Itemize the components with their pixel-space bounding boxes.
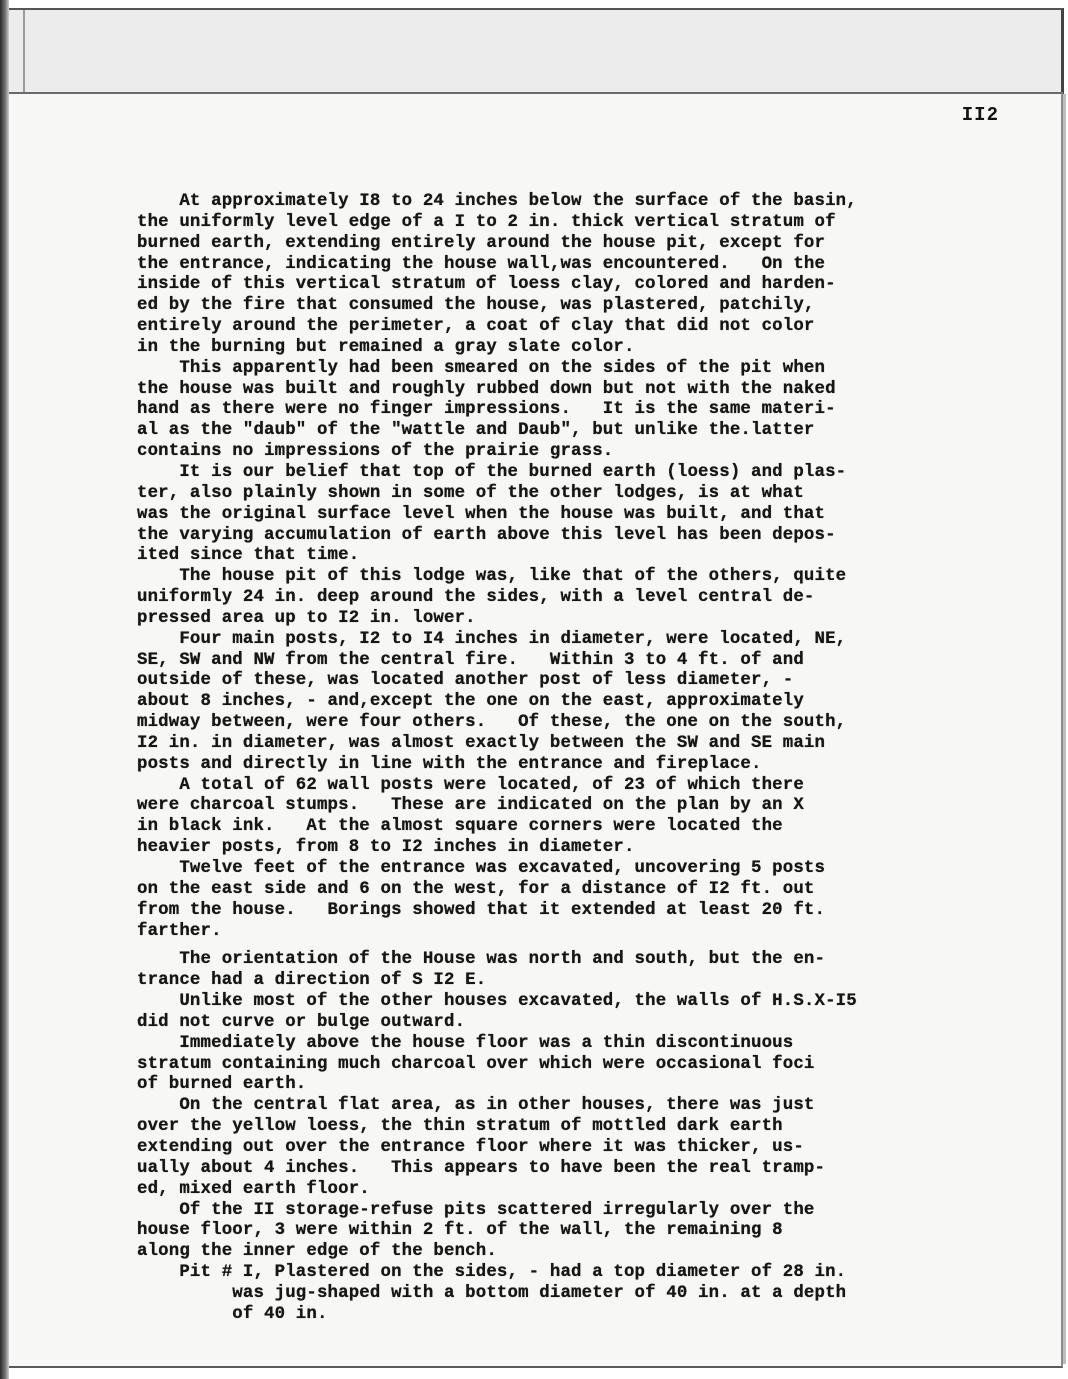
text-line: the entrance, indicating the house wall,was encountered. On the: [137, 254, 826, 274]
text-line: extending out over the entrance floor where it was thicker, us-: [137, 1137, 804, 1157]
scan-left-edge: [0, 0, 9, 1379]
text-line: from the house. Borings showed that it extended at least 20 ft.: [137, 900, 826, 920]
text-line: inside of this vertical stratum of loess clay, colored and harden-: [137, 275, 836, 295]
text-line: house floor, 3 were within 2 ft. of the wall, the remaining 8: [137, 1221, 783, 1241]
text-line: SE, SW and NW from the central fire. Within 3 to 4 ft. of and: [137, 650, 804, 670]
text-line: were charcoal stumps. These are indicated on the plan by an X: [137, 796, 804, 816]
text-line: pressed area up to I2 in. lower.: [137, 608, 476, 628]
body-text: [137, 192, 1007, 1326]
text-line: Unlike most of the other houses excavated, the walls of H.S.X-I5: [137, 992, 857, 1012]
text-line: At approximately I8 to 24 inches below the surface of the basin,: [137, 192, 857, 211]
text-line: uniformly 24 in. deep around the sides, with a level central de-: [137, 588, 815, 608]
text-line: Twelve feet of the entrance was excavated, uncovering 5 posts: [137, 859, 826, 878]
text-line: Four main posts, I2 to I4 inches in diameter, were located, NE,: [137, 629, 847, 649]
text-line: farther.: [137, 921, 222, 941]
text-line: contains no impressions of the prairie grass.: [137, 442, 614, 462]
text-line: ed, mixed earth floor.: [137, 1179, 370, 1199]
text-line: [137, 942, 1007, 950]
text-line: This apparently had been smeared on the sides of the pit when: [137, 358, 826, 378]
text-line: stratum containing much charcoal over which were occasional foci: [137, 1054, 815, 1074]
text-line: Immediately above the house floor was a thin discontinuous: [137, 1033, 794, 1053]
text-line: in black ink. At the almost square corners were located the: [137, 817, 783, 837]
text-line: entirely around the perimeter, a coat of clay that did not color: [137, 317, 815, 337]
text-line: ually about 4 inches. This appears to have been the real tramp-: [137, 1158, 826, 1178]
text-line: the house was built and roughly rubbed down but not with the naked: [137, 379, 836, 399]
scan-right-edge: [1063, 94, 1066, 1364]
text-line: A total of 62 wall posts were located, of 23 of which there: [137, 775, 804, 795]
text-line: al as the "daub" of the "wattle and Daub", but unlike the.latter: [137, 421, 815, 441]
text-line: On the central flat area, as in other houses, there was just: [137, 1096, 815, 1116]
text-line: on the east side and 6 on the west, for a distance of I2 ft. out: [137, 879, 815, 899]
text-line: in the burning but remained a gray slate color.: [137, 337, 635, 357]
text-line: along the inner edge of the bench.: [137, 1242, 497, 1262]
underlying-sheet-margin-line: [23, 10, 25, 96]
text-line: did not curve or bulge outward.: [137, 1012, 466, 1032]
text-line: ter, also plainly shown in some of the other lodges, is at what: [137, 483, 804, 503]
text-line: I2 in. in diameter, was almost exactly between the SW and SE main: [137, 733, 826, 753]
text-line: about 8 inches, - and,except the one on the east, approximately: [137, 692, 804, 712]
text-line: midway between, were four others. Of these, the one on the south,: [137, 713, 847, 733]
text-line: Of the II storage-refuse pits scattered irregularly over the: [137, 1200, 815, 1220]
text-line: over the yellow loess, the thin stratum of mottled dark earth: [137, 1117, 783, 1137]
text-line: ed by the fire that consumed the house, was plastered, patchily,: [137, 296, 815, 316]
typewritten-page: [9, 92, 1063, 1368]
text-line: of 40 in.: [137, 1304, 328, 1324]
text-line: It is our belief that top of the burned earth (loess) and plas-: [137, 462, 847, 482]
underlying-sheet: [9, 8, 1064, 96]
text-line: was the original surface level when the house was built, and that: [137, 504, 826, 524]
text-line: burned earth, extending entirely around the house pit, except for: [137, 233, 826, 253]
text-line: of burned earth.: [137, 1075, 307, 1095]
text-line: The orientation of the House was north and south, but the en-: [137, 950, 826, 970]
page-number: II2: [961, 104, 999, 126]
text-line: heavier posts, from 8 to I2 inches in diameter.: [137, 838, 635, 858]
text-line: the varying accumulation of earth above this level has been depos-: [137, 525, 836, 545]
text-line: was jug-shaped with a bottom diameter of 40 in. at a depth: [137, 1283, 847, 1303]
text-line: trance had a direction of S I2 E.: [137, 971, 487, 991]
text-line: the uniformly level edge of a I to 2 in. thick vertical stratum of: [137, 212, 836, 232]
text-line: ited since that time.: [137, 546, 360, 566]
text-line: Pit # I, Plastered on the sides, - had a top diameter of 28 in.: [137, 1263, 847, 1283]
text-line: The house pit of this lodge was, like that of the others, quite: [137, 567, 847, 587]
text-line: hand as there were no finger impressions. It is the same materi-: [137, 400, 836, 420]
text-line: posts and directly in line with the entrance and fireplace.: [137, 754, 762, 774]
text-line: outside of these, was located another post of less diameter, -: [137, 671, 794, 691]
